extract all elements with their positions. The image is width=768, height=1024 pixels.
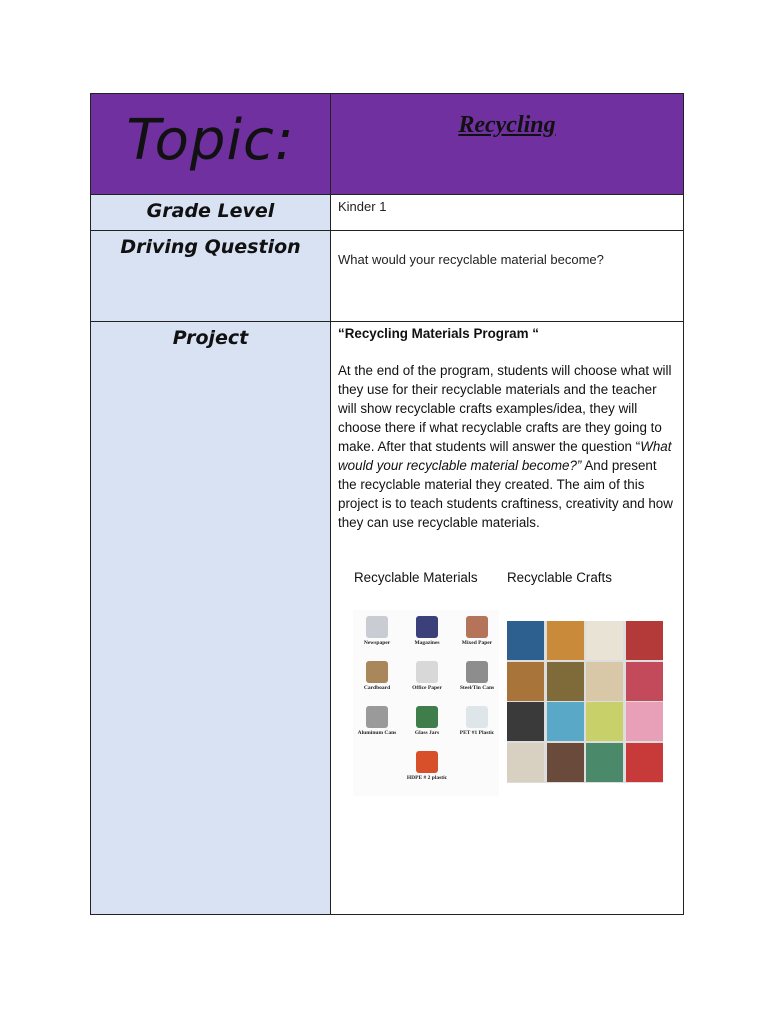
material-item bbox=[353, 616, 401, 646]
material-item bbox=[353, 706, 401, 736]
recyclable-crafts-image bbox=[507, 621, 663, 783]
craft-photo-tile bbox=[507, 702, 544, 741]
craft-photo-tile bbox=[626, 743, 663, 782]
plastic-bottle-icon bbox=[466, 706, 488, 728]
material-label: HDPE # 2 plastic bbox=[406, 775, 448, 781]
project-content-cell bbox=[331, 322, 683, 914]
hdpe-jug-icon bbox=[416, 751, 438, 773]
tin-can-icon bbox=[466, 661, 488, 683]
material-item bbox=[403, 751, 451, 781]
grade-value-cell bbox=[331, 195, 683, 230]
project-paragraph bbox=[338, 361, 675, 532]
cardboard-icon bbox=[366, 661, 388, 683]
topic-value-cell bbox=[331, 94, 683, 194]
material-item bbox=[403, 616, 451, 646]
mixed-paper-icon bbox=[466, 616, 488, 638]
craft-photo-tile bbox=[586, 621, 623, 660]
topic-label: Topic: bbox=[126, 108, 295, 173]
craft-photo-tile bbox=[547, 743, 584, 782]
material-label: Newspaper bbox=[363, 640, 391, 646]
project-description bbox=[338, 324, 675, 532]
project-label: Project bbox=[172, 327, 249, 349]
material-item bbox=[403, 661, 451, 691]
material-label: Cardboard bbox=[363, 685, 391, 691]
grade-row bbox=[91, 195, 683, 231]
material-item bbox=[453, 616, 501, 646]
material-label: Office Paper bbox=[412, 685, 442, 691]
craft-photo-tile bbox=[626, 702, 663, 741]
newspaper-icon bbox=[366, 616, 388, 638]
craft-photo-tile bbox=[586, 743, 623, 782]
caption-recyclable-materials: Recyclable Materials bbox=[354, 570, 478, 585]
material-label: Mixed Paper bbox=[461, 640, 493, 646]
material-label: PET #1 Plastic bbox=[459, 730, 495, 736]
driving-question-value-cell bbox=[331, 231, 683, 321]
craft-photo-tile bbox=[626, 662, 663, 701]
aluminum-can-icon bbox=[366, 706, 388, 728]
craft-photo-tile bbox=[547, 662, 584, 701]
recyclable-materials-image bbox=[353, 610, 499, 796]
topic-value: Recycling bbox=[458, 112, 556, 138]
driving-question-value: What would your recyclable material become? bbox=[338, 252, 604, 267]
glass-jar-icon bbox=[416, 706, 438, 728]
craft-photo-tile bbox=[507, 662, 544, 701]
project-paragraph-part2: And present the recyclable material they created. The aim of this project is to teach students craftiness, creativity and how they can use recyclable materials. bbox=[338, 458, 673, 530]
magazine-icon bbox=[416, 616, 438, 638]
material-label: Glass Jars bbox=[414, 730, 440, 736]
craft-photo-tile bbox=[507, 743, 544, 782]
material-label: Aluminum Cans bbox=[357, 730, 397, 736]
material-item bbox=[403, 706, 451, 736]
material-item bbox=[453, 706, 501, 736]
craft-photo-tile bbox=[586, 702, 623, 741]
topic-sheet bbox=[90, 93, 684, 915]
craft-photo-tile bbox=[547, 702, 584, 741]
topic-row bbox=[91, 94, 683, 195]
office-paper-icon bbox=[416, 661, 438, 683]
grade-value: Kinder 1 bbox=[338, 199, 387, 214]
driving-question-label-cell bbox=[91, 231, 331, 321]
project-paragraph-italic: What would your recyclable material become?” bbox=[338, 439, 672, 473]
driving-question-row bbox=[91, 231, 683, 322]
craft-photo-tile bbox=[547, 621, 584, 660]
grade-label: Grade Level bbox=[146, 200, 275, 222]
project-row bbox=[91, 322, 683, 914]
project-label-cell bbox=[91, 322, 331, 914]
caption-recyclable-crafts: Recyclable Crafts bbox=[507, 570, 612, 585]
craft-photo-tile bbox=[626, 621, 663, 660]
craft-photo-tile bbox=[586, 662, 623, 701]
grade-label-cell bbox=[91, 195, 331, 230]
material-label: Steel/Tin Cans bbox=[459, 685, 495, 691]
project-heading: “Recycling Materials Program “ bbox=[338, 326, 539, 341]
topic-label-cell bbox=[91, 94, 331, 194]
craft-photo-tile bbox=[507, 621, 544, 660]
material-label: Magazines bbox=[414, 640, 440, 646]
project-paragraph-part1: At the end of the program, students will choose what will they use for their recyclable materials and the teacher will show recyclable crafts examples/idea, they will choose there if what recyclable crafts are they going to make. After that students will answer the question “ bbox=[338, 363, 672, 454]
material-item bbox=[353, 661, 401, 691]
driving-question-label: Driving Question bbox=[120, 236, 301, 258]
material-item bbox=[453, 661, 501, 691]
